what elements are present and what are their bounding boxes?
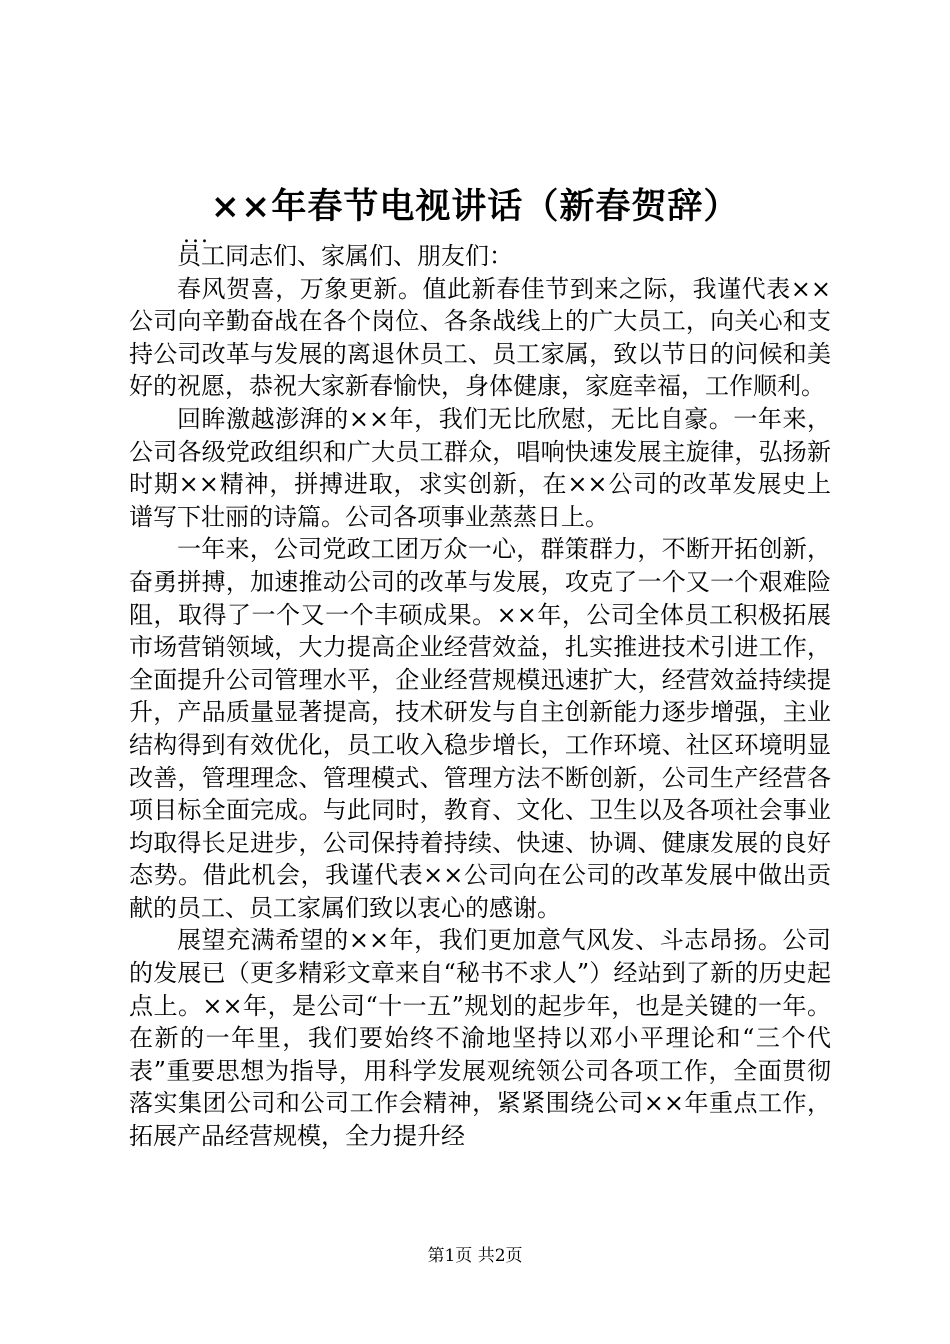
ellipsis-mark: ... <box>183 223 210 248</box>
body-paragraph: 一年来，公司党政工团万众一心，群策群力，不断开拓创新，奋勇拼搏，加速推动公司的改革与发展，攻克了一个又一个艰难险阻，取得了一个又一个丰硕成果。××年，公司全体员工积极拓展市场营销领域，大力提高企业经营效益，扎实推进技术引进工作，全面提升公司管理水平，企业经营规模迅速扩大，经营效益持续提升，产品质量显著提高，技术研发与自主创新能力逐步增强，主业结构得到有效优化，员工收入稳步增长，工作环境、社区环境明显改善，管理理念、管理模式、管理方法不断创新，公司生产经营各项目标全面完成。与此同时，教育、文化、卫生以及各项社会事业均取得长足进步，公司保持着持续、快速、协调、健康发展的良好态势。借此机会，我谨代表××公司向在公司的改革发展中做出贡献的员工、员工家属们致以衷心的感谢。 <box>129 535 831 922</box>
body-paragraph: 展望充满希望的××年，我们更加意气风发、斗志昂扬。公司的发展已（更多精彩文章来自“秘书不求人”）经站到了新的历史起点上。××年，是公司“十一五”规划的起步年，也是关键的一年。在新的一年里，我们要始终不渝地坚持以邓小平理论和“三个代表”重要思想为指导，用科学发展观统领公司各项工作，全面贯彻落实集团公司和公司工作会精神，紧紧围绕公司××年重点工作，拓展产品经营规模，全力提升经 <box>129 926 831 1151</box>
body-paragraph: 春风贺喜，万象更新。值此新春佳节到来之际，我谨代表××公司向辛勤奋战在各个岗位、各条战线上的广大员工，向关心和支持公司改革与发展的离退休员工、员工家属，致以节日的问候和美好的祝愿，恭祝大家新春愉快，身体健康，家庭幸福，工作顺利。 <box>129 274 831 401</box>
body-paragraph: 回眸激越澎湃的××年，我们无比欣慰，无比自豪。一年来，公司各级党政组织和广大员工群众，唱响快速发展主旋律，弘扬新时期××精神，拼搏进取，求实创新，在××公司的改革发展史上谱写下壮丽的诗篇。公司各项事业蒸蒸日上。 <box>129 404 831 531</box>
document-title: ××年春节电视讲话（新春贺辞） <box>210 186 740 227</box>
salutation-paragraph: 员工同志们、家属们、朋友们： <box>177 242 513 270</box>
document-body <box>129 240 831 1153</box>
page-number-footer: 第1页 共2页 <box>427 1246 523 1266</box>
